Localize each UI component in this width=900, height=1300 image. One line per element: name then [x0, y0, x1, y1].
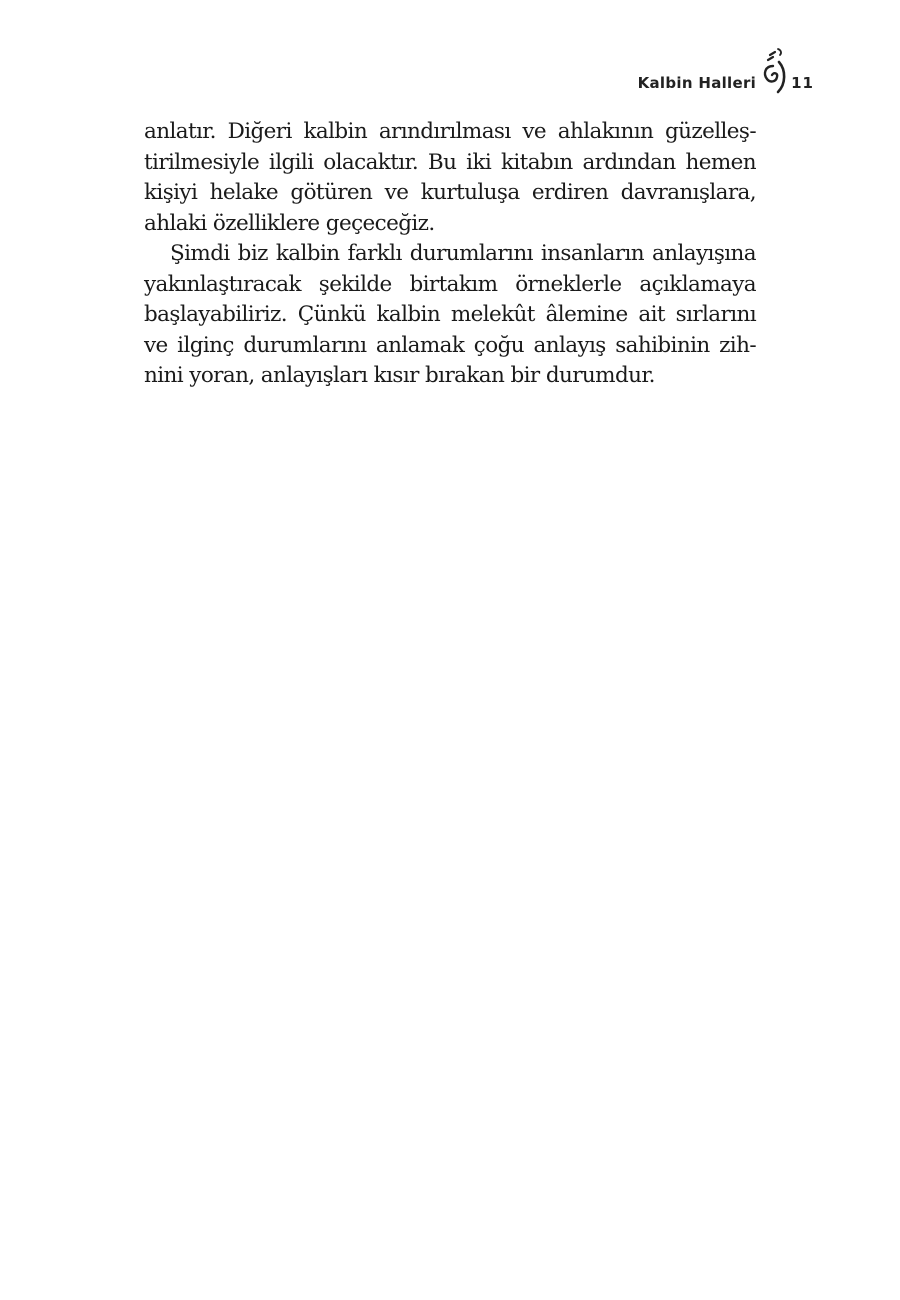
- text-line: anlatır. Diğeri kalbin arındırılması ve ahlakının güzelleş-: [144, 119, 756, 144]
- text-line: tirilmesiyle ilgili olacaktır. Bu iki kitabın ardından hemen: [144, 149, 756, 175]
- page-number: 11: [791, 74, 814, 92]
- paragraph: [144, 117, 756, 239]
- text-line: Şimdi biz kalbin farklı durumlarını insanların anlayışına: [170, 241, 756, 266]
- book-title: Kalbin Halleri: [637, 74, 757, 92]
- text-line: kişiyi helake götüren ve kurtuluşa erdiren davranışlara,: [144, 180, 756, 205]
- text-line: ahlaki özelliklere geçeceğiz.: [144, 210, 435, 236]
- text-line: ve ilginç durumlarını anlamak çoğu anlayış sahibinin zih-: [144, 332, 756, 358]
- running-header: [638, 46, 814, 96]
- body-text: [144, 117, 756, 392]
- calligraphy-ornament-icon: [759, 46, 789, 96]
- text-line: nini yoran, anlayışları kısır bırakan bir durumdur.: [144, 363, 655, 388]
- text-line: başlayabiliriz. Çünkü kalbin melekût âlemine ait sırlarını: [144, 302, 756, 327]
- text-line: yakınlaştıracak şekilde birtakım örneklerle açıklamaya: [144, 271, 756, 297]
- paragraph: [144, 239, 756, 392]
